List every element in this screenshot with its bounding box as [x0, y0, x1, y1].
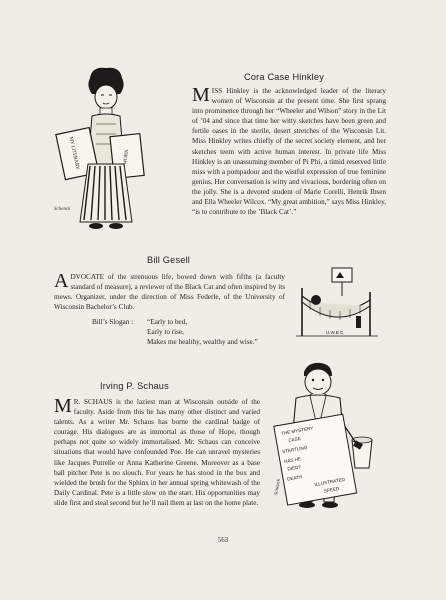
- bill-slogan: [92, 317, 258, 347]
- section-body-bill-gesell: [54, 272, 285, 312]
- gesell-paragraph: DVOCATE of the strenuous life, bowed down with fifths (a faculty standard of measure), a reviewer of the Black Cat and often inspired by its mews. Organizer, under the direction of Miss Federle, of the University of Wisconsin Bachelor’s Club.: [54, 273, 285, 312]
- svg-text:WORK: WORK: [123, 149, 130, 165]
- svg-text:DEATH: DEATH: [286, 474, 303, 482]
- hinkley-caricature-illustration: [52, 64, 160, 244]
- page-number: 563: [217, 536, 229, 544]
- svg-text:DIED?: DIED?: [287, 464, 302, 472]
- section-heading-irving-p-schaus: Irving P. Schaus: [100, 381, 169, 391]
- gesell-drawing: [296, 266, 378, 340]
- svg-text:Schenck: Schenck: [54, 207, 71, 212]
- section-heading-cora-case-hinkley: Cora Case Hinkley: [244, 72, 324, 82]
- schaus-caricature-illustration: [264, 360, 384, 520]
- schaus-paragraph: R. SCHAUS is the laziest man at Wisconsin outside of the faculty. Aside from this he has many other distinct and varied talents. As a writer Mr. Schaus has borne the cardinal badge of courage. His dialogues are as immortal as those of Hope, though perhaps not quite so widely immortalised. Mr. Schaus can conceive situations that would have confounded Poe. He can unravel mysteries like Jacques Putrelle or Anna Katherine Greene. Moreover as a base ball pitcher Pete is no slouch. For years he has stood in the box and wielded the brush for the Sphinx in her annual spring whitewash of the Daily Cardinal. Pete is a little slow on the start. His opportunities may slide first and steal second but he’ll nail them at last on the home plate.: [54, 398, 260, 507]
- dropcap-letter: A: [54, 270, 69, 292]
- svg-text:CASE: CASE: [288, 435, 302, 443]
- svg-text:MY LITERARY: MY LITERARY: [67, 136, 80, 171]
- svg-text:THE MYSTERY: THE MYSTERY: [280, 425, 314, 437]
- section-heading-bill-gesell: Bill Gesell: [147, 255, 191, 265]
- hinkley-drawing: [52, 64, 160, 244]
- svg-text:STARTLING: STARTLING: [281, 444, 308, 455]
- slogan-line: “Early to bed,: [147, 318, 188, 326]
- svg-text:HAS HE: HAS HE: [283, 456, 302, 465]
- svg-text:U.W.B.C.: U.W.B.C.: [326, 330, 345, 335]
- dropcap-letter: M: [54, 395, 72, 417]
- gesell-caricature-illustration: [296, 266, 378, 340]
- slogan-line: Makes me healthy, wealthy and wise.”: [147, 338, 258, 347]
- schaus-drawing: [264, 360, 384, 520]
- section-body-irving-p-schaus: [54, 397, 260, 508]
- slogan-label: Bill’s Slogan :: [92, 318, 134, 326]
- svg-text:Schenck: Schenck: [274, 478, 282, 496]
- dropcap-letter: M: [192, 84, 210, 106]
- hinkley-paragraph: ISS Hinkley is the acknowledged leader of the literary women of Wisconsin at the present time. She first sprang into prominence through her “Wheeler and Wilson” story in the Lit of ’04 and since that time her witty sketches have been green and fertile oases in the sterile, desert stretches of the Wisconsin Lit. Miss Hinkley writes chiefly of the secret society element, and her sketches teem with active human interest. In private life Miss Hinkley is an unassuming member of Pi Phi, a timid reserved little miss with a pompadour and the wistful expression of true feminine genius. Her conversation is witty and vivacious, bordering often on the jolly. She is a devoted student of Marie Corelli, Henrik Ibsen and Ella Wheeler Wilcox. “My great ambition,” says Miss Hinkley, “is to contribute to the ’Black Cat’.”: [192, 87, 386, 217]
- svg-text:ILLUSTRATED: ILLUSTRATED: [314, 476, 346, 488]
- slogan-line: Early to rise,: [147, 328, 184, 337]
- section-body-cora-case-hinkley: [192, 86, 386, 217]
- svg-text:SPEED: SPEED: [323, 485, 340, 494]
